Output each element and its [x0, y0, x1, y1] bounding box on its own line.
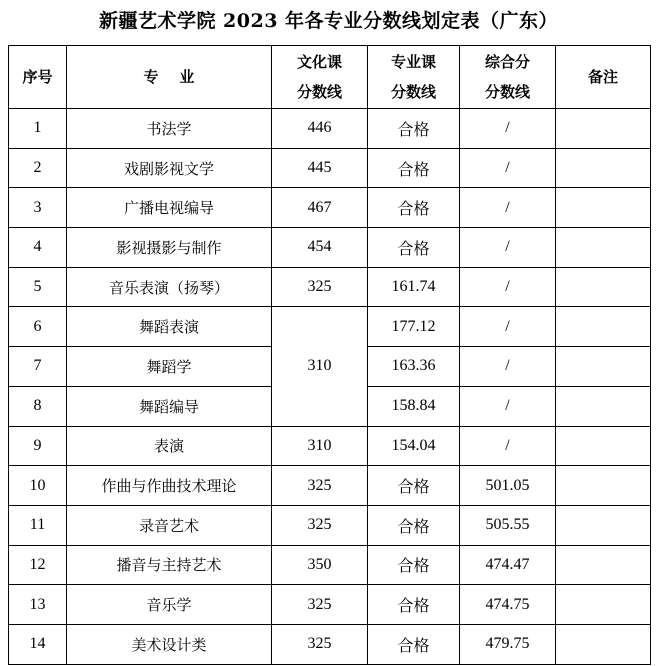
- cell-major-score: 合格: [368, 148, 460, 188]
- cell-major-score: 177.12: [368, 307, 460, 347]
- cell-remarks: [556, 426, 651, 466]
- cell-index: 3: [9, 188, 67, 228]
- table-row: [9, 228, 651, 268]
- table-row: [9, 624, 651, 664]
- cell-combined: /: [460, 267, 556, 307]
- cell-combined: /: [460, 188, 556, 228]
- cell-major: 播音与主持艺术: [67, 545, 272, 585]
- cell-index: 6: [9, 307, 67, 347]
- cell-major-score: 合格: [368, 109, 460, 149]
- cell-culture: 325: [272, 585, 368, 625]
- header-culture-line1: 文化课: [296, 53, 342, 71]
- table-header-row: [9, 46, 651, 109]
- cell-remarks: [556, 505, 651, 545]
- cell-index: 4: [9, 228, 67, 268]
- cell-combined: 505.55: [460, 505, 556, 545]
- cell-major-score: 合格: [368, 505, 460, 545]
- cell-culture: 445: [272, 148, 368, 188]
- cell-index: 9: [9, 426, 67, 466]
- cell-combined: 474.75: [460, 585, 556, 625]
- cell-major: 影视摄影与制作: [67, 228, 272, 268]
- cell-index: 1: [9, 109, 67, 149]
- cell-major: 舞蹈表演: [67, 307, 272, 347]
- header-major-score-line1: 专业课: [390, 53, 436, 71]
- header-culture: [272, 46, 368, 109]
- cell-index: 10: [9, 466, 67, 506]
- cell-index: 11: [9, 505, 67, 545]
- header-index: 序号: [9, 46, 67, 109]
- cell-remarks: [556, 585, 651, 625]
- cell-major: 美术设计类: [67, 624, 272, 664]
- cell-combined: 479.75: [460, 624, 556, 664]
- cell-combined: /: [460, 426, 556, 466]
- cell-index: 5: [9, 267, 67, 307]
- cell-culture: 325: [272, 466, 368, 506]
- header-combined-line2: 分数线: [484, 83, 530, 101]
- table-row: [9, 109, 651, 149]
- cell-major: 音乐表演（扬琴）: [67, 267, 272, 307]
- table-row: [9, 505, 651, 545]
- table-row: [9, 585, 651, 625]
- cell-remarks: [556, 228, 651, 268]
- cell-remarks: [556, 148, 651, 188]
- header-major-score: [368, 46, 460, 109]
- cell-combined: /: [460, 148, 556, 188]
- cell-major-score: 154.04: [368, 426, 460, 466]
- table-row: [9, 148, 651, 188]
- cell-remarks: [556, 624, 651, 664]
- cell-combined: 474.47: [460, 545, 556, 585]
- cell-major-score: 合格: [368, 585, 460, 625]
- cell-major: 舞蹈编导: [67, 386, 272, 426]
- cell-major-score: 合格: [368, 624, 460, 664]
- table-row: [9, 188, 651, 228]
- cell-major: 书法学: [67, 109, 272, 149]
- header-major: 专 业: [67, 46, 272, 109]
- cell-remarks: [556, 267, 651, 307]
- cell-combined: /: [460, 228, 556, 268]
- cell-index: 8: [9, 386, 67, 426]
- cell-major: 广播电视编导: [67, 188, 272, 228]
- cell-major: 作曲与作曲技术理论: [67, 466, 272, 506]
- cell-major: 音乐学: [67, 585, 272, 625]
- cell-major-score: 合格: [368, 545, 460, 585]
- table-row: [9, 307, 651, 347]
- header-culture-line2: 分数线: [296, 83, 342, 101]
- cell-major-score: 合格: [368, 188, 460, 228]
- cell-remarks: [556, 307, 651, 347]
- header-major-score-line2: 分数线: [390, 83, 436, 101]
- cell-major-score: 161.74: [368, 267, 460, 307]
- table-row: [9, 545, 651, 585]
- cell-culture: 325: [272, 505, 368, 545]
- table-row: [9, 426, 651, 466]
- score-table: [8, 45, 651, 665]
- cell-index: 12: [9, 545, 67, 585]
- cell-major: 录音艺术: [67, 505, 272, 545]
- cell-major-score: 合格: [368, 228, 460, 268]
- table-row: [9, 267, 651, 307]
- cell-index: 7: [9, 347, 67, 387]
- cell-culture: 454: [272, 228, 368, 268]
- page-title: 新疆艺术学院 2023 年各专业分数线划定表（广东）: [98, 10, 559, 32]
- cell-index: 13: [9, 585, 67, 625]
- cell-major: 表演: [67, 426, 272, 466]
- header-remarks: 备注: [556, 46, 651, 109]
- cell-remarks: [556, 386, 651, 426]
- cell-index: 2: [9, 148, 67, 188]
- cell-culture: 446: [272, 109, 368, 149]
- cell-culture-merged: 310: [272, 307, 368, 426]
- header-combined: [460, 46, 556, 109]
- cell-major-score: 163.36: [368, 347, 460, 387]
- cell-combined: 501.05: [460, 466, 556, 506]
- cell-culture: 310: [272, 426, 368, 466]
- cell-major-score: 158.84: [368, 386, 460, 426]
- cell-remarks: [556, 109, 651, 149]
- cell-combined: /: [460, 386, 556, 426]
- cell-culture: 350: [272, 545, 368, 585]
- table-row: [9, 466, 651, 506]
- cell-major-score: 合格: [368, 466, 460, 506]
- cell-remarks: [556, 545, 651, 585]
- cell-culture: 325: [272, 267, 368, 307]
- cell-combined: /: [460, 109, 556, 149]
- cell-culture: 325: [272, 624, 368, 664]
- cell-combined: /: [460, 307, 556, 347]
- header-combined-line1: 综合分: [484, 53, 530, 71]
- cell-index: 14: [9, 624, 67, 664]
- cell-culture: 467: [272, 188, 368, 228]
- cell-remarks: [556, 466, 651, 506]
- cell-combined: /: [460, 347, 556, 387]
- cell-major: 舞蹈学: [67, 347, 272, 387]
- cell-remarks: [556, 188, 651, 228]
- cell-major: 戏剧影视文学: [67, 148, 272, 188]
- cell-remarks: [556, 347, 651, 387]
